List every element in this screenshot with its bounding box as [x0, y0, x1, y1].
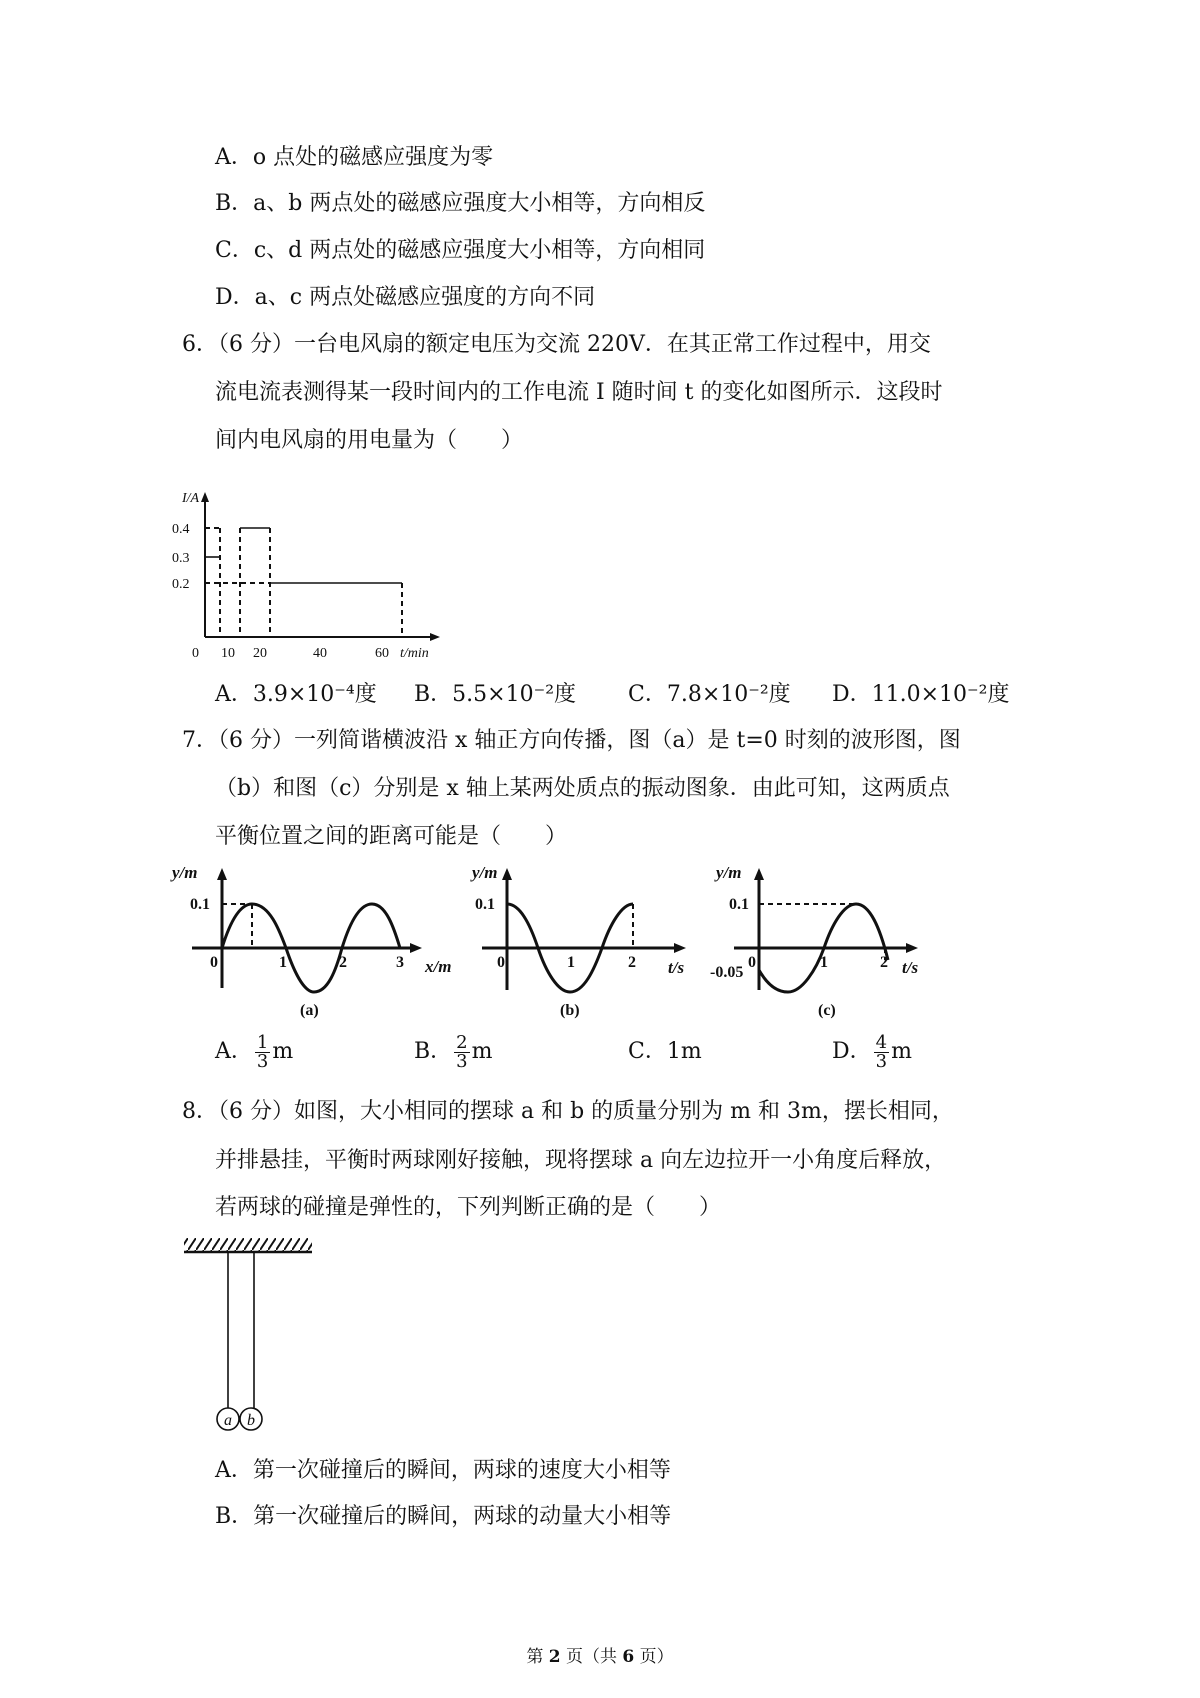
q7-option-d-fraction: [874, 1031, 889, 1072]
q7c-x-tick-1: 1: [820, 954, 828, 971]
q7-option-a-unit: m: [272, 1039, 294, 1064]
q6-stem-line-3: 间内电风扇的用电量为（ ）: [215, 428, 524, 453]
q8-pendulum-figure: [180, 1238, 320, 1438]
q7a-x-tick-0: 0: [210, 954, 218, 971]
q7a-caption: (a): [300, 1002, 319, 1019]
q6-y-tick-02: 0.2: [172, 577, 190, 592]
q7-stem-line-1: 7．（6 分）一列简谐横波沿 x 轴正方向传播，图（a）是 t=0 时刻的波形图，图: [182, 728, 961, 753]
q5-option-a: A．o 点处的磁感应强度为零: [215, 145, 494, 170]
q6-option-c: C．7.8×10⁻²度: [628, 682, 791, 707]
q5-option-c: C．c、d 两点处的磁感应强度大小相等，方向相同: [215, 238, 706, 263]
q7a-x-tick-2: 2: [339, 954, 347, 971]
q6-y-tick-03: 0.3: [172, 551, 190, 566]
q6-y-tick-04: 0.4: [172, 522, 190, 537]
q7a-x-tick-1: 1: [279, 954, 287, 971]
q7b-y-tick: 0.1: [475, 896, 495, 913]
q7b-caption: (b): [560, 1002, 580, 1019]
q8-stem-line-3: 若两球的碰撞是弹性的，下列判断正确的是（ ）: [215, 1195, 722, 1220]
q7a-y-axis-label: y/m: [172, 863, 198, 882]
q7-option-c-text: 1m: [666, 1039, 702, 1064]
q6-x-tick-60: 60: [375, 646, 389, 661]
q8-option-b: B．第一次碰撞后的瞬间，两球的动量大小相等: [215, 1504, 672, 1529]
q7c-y-tick-neg: -0.05: [710, 964, 744, 981]
q7-option-b: [414, 1032, 493, 1072]
q5-option-b: B．a、b 两点处的磁感应强度大小相等，方向相反: [215, 191, 706, 216]
q7-option-a-prefix: A．: [215, 1039, 253, 1064]
q7-option-a-fraction: [255, 1031, 270, 1072]
q7-option-a-numerator: 1: [256, 1031, 269, 1053]
q6-stem-line-2: 流电流表测得某一段时间内的工作电流 I 随时间 t 的变化如图所示．这段时: [215, 380, 943, 405]
q7-option-c: [628, 1032, 702, 1072]
q7-option-c-prefix: C．: [628, 1039, 667, 1064]
q7-figure-a: [172, 864, 472, 1019]
q7b-x-axis-label: t/s: [668, 958, 685, 977]
footer-middle: 页（共: [560, 1647, 623, 1667]
q6-x-axis-label: t/min: [400, 646, 429, 661]
q8-option-a: A．第一次碰撞后的瞬间，两球的速度大小相等: [215, 1458, 671, 1483]
q7-option-b-unit: m: [471, 1039, 493, 1064]
q7-figure-b: [472, 864, 702, 1019]
q6-x-tick-40: 40: [313, 646, 327, 661]
q6-x-tick-0: 0: [192, 646, 199, 661]
q8-stem-line-1: 8．（6 分）如图，大小相同的摆球 a 和 b 的质量分别为 m 和 3m，摆长相同，: [182, 1099, 954, 1124]
q7a-x-axis-label: x/m: [425, 957, 452, 976]
q6-x-tick-20: 20: [253, 646, 267, 661]
footer-prefix: 第: [526, 1647, 549, 1667]
q7c-caption: (c): [818, 1002, 836, 1019]
q7-option-d-numerator: 4: [875, 1031, 888, 1053]
q6-y-axis-label: I/A: [182, 491, 200, 506]
q7b-x-tick-1: 1: [567, 954, 575, 971]
q7-figure-c: [704, 864, 944, 1019]
q7a-y-tick: 0.1: [190, 896, 210, 913]
q7c-x-axis-label: t/s: [902, 958, 919, 977]
q8-stem-line-2: 并排悬挂，平衡时两球刚好接触，现将摆球 a 向左边拉开一小角度后释放，: [215, 1148, 947, 1173]
ceiling-hatching: [184, 1238, 312, 1251]
q7c-x-tick-0: 0: [748, 954, 756, 971]
q6-stem-line-1: 6．（6 分）一台电风扇的额定电压为交流 220V．在其正常工作过程中，用交: [182, 332, 931, 357]
q7-option-a-denominator: 3: [256, 1050, 269, 1072]
q7b-y-axis-label: y/m: [472, 863, 498, 882]
q6-x-tick-10: 10: [221, 646, 235, 661]
q7-option-d: [832, 1032, 912, 1072]
q6-current-time-graph: [170, 490, 460, 660]
ball-a-label: a: [224, 1412, 232, 1429]
q7-option-b-fraction: [454, 1031, 469, 1072]
q7c-y-tick: 0.1: [729, 896, 749, 913]
q6-option-a: A．3.9×10⁻⁴度: [215, 682, 377, 707]
q6-option-d: D．11.0×10⁻²度: [832, 682, 1010, 707]
footer-page-number: 2: [548, 1647, 561, 1667]
q7-stem-line-3: 平衡位置之间的距离可能是（ ）: [215, 824, 568, 849]
q7-option-b-prefix: B．: [414, 1039, 453, 1064]
q7-option-d-prefix: D．: [832, 1039, 872, 1064]
q7-option-d-unit: m: [891, 1039, 912, 1064]
q7-option-b-denominator: 3: [456, 1050, 468, 1072]
q7-stem-line-2: （b）和图（c）分别是 x 轴上某两处质点的振动图象．由此可知，这两质点: [215, 776, 950, 801]
q7-option-a: [215, 1032, 293, 1072]
footer-suffix: 页）: [634, 1647, 674, 1667]
q7-option-b-numerator: 2: [456, 1031, 468, 1053]
page-footer: [0, 1646, 1200, 1668]
q7c-y-axis-label: y/m: [716, 863, 742, 882]
q7-option-d-denominator: 3: [875, 1050, 888, 1072]
q6-option-b: B．5.5×10⁻²度: [414, 682, 577, 707]
footer-total-pages: 6: [622, 1647, 635, 1667]
q5-option-d: D．a、c 两点处磁感应强度的方向不同: [215, 285, 596, 310]
q7c-x-tick-2: 2: [880, 954, 888, 971]
ball-b-label: b: [247, 1412, 255, 1429]
q7b-x-tick-2: 2: [628, 954, 636, 971]
q7a-x-tick-3: 3: [396, 954, 404, 971]
q7b-x-tick-0: 0: [497, 954, 505, 971]
